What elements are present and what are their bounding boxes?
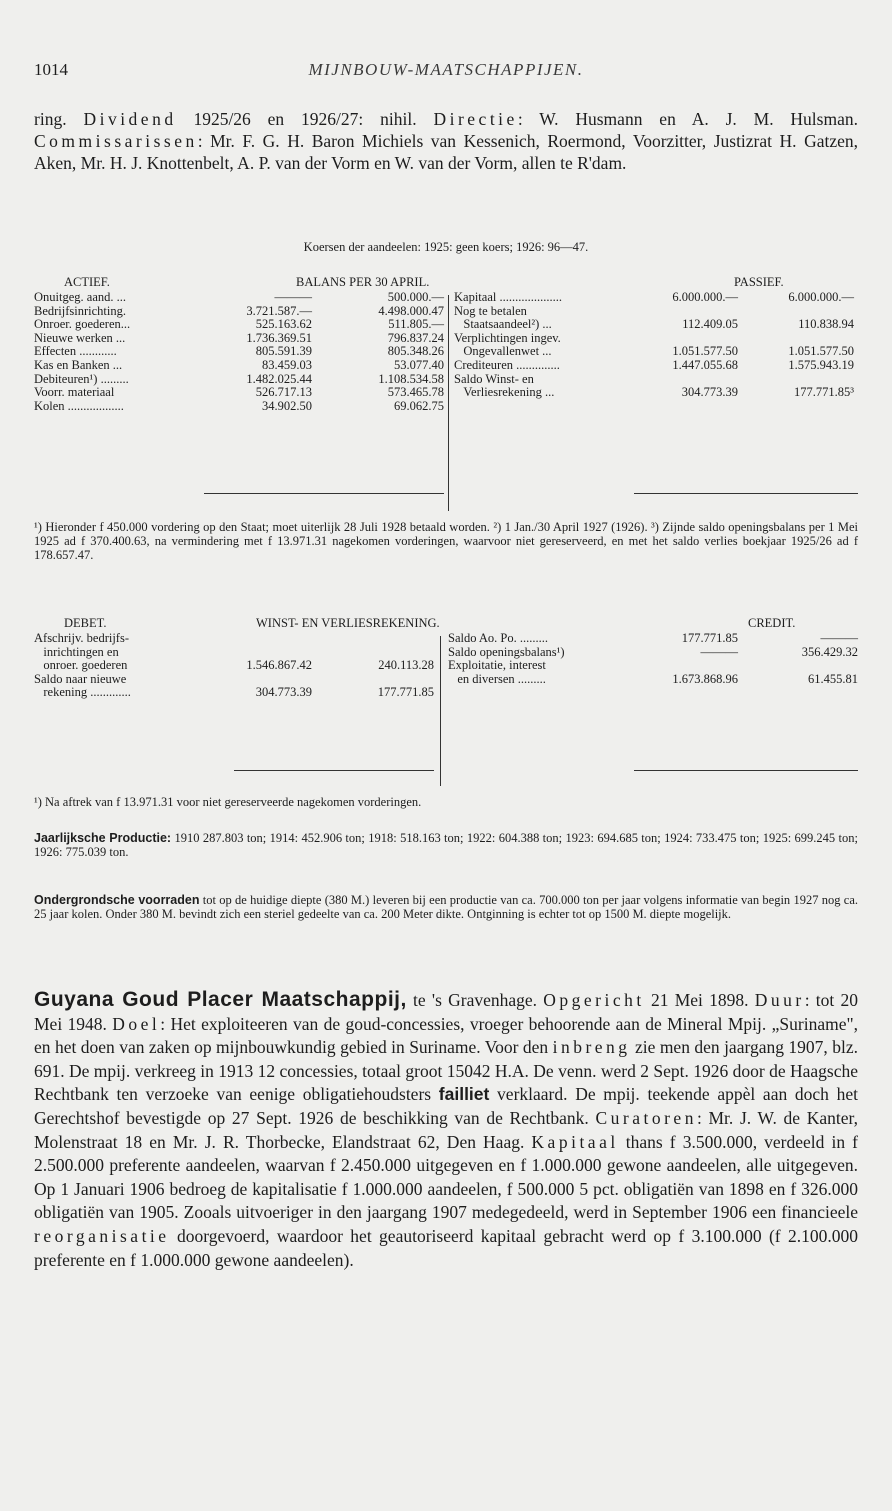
actief-row — [34, 400, 444, 414]
actief-value: 573.465.78 — [387, 385, 444, 400]
credit-value: ——— — [820, 631, 858, 645]
credit-table — [448, 632, 858, 712]
passief-value: 1.447.055.68 — [672, 357, 738, 372]
passief-value: 177.771.85³ — [794, 385, 854, 400]
credit-row — [448, 673, 858, 687]
passief-label: Crediteuren .............. — [454, 357, 560, 372]
passief-value: 112.409.05 — [682, 317, 738, 332]
actief-label: Kas en Banken ... — [34, 357, 123, 372]
credit-label: Saldo Ao. Po. ......... — [448, 631, 549, 645]
voorraden-paragraph: Ondergrondsche voorraden tot op de huidige diepte (380 M.) leveren bij een productie van ca. 700.000 ton per jaar volgens informatie van begin 1927 nog ca. 25 jaar kolen. Onder 380 M. bevindt zich een steriel gedeelte van ca. 200 Meter dikte. Ontginning is echter tot op 1500 M. diepte mogelijk. — [34, 893, 858, 922]
actief-row — [34, 305, 444, 319]
koersen-line: Koersen der aandeelen: 1925: geen koers; 1926: 96—47. — [303, 240, 589, 254]
actief-row — [34, 386, 444, 400]
passief-label: Ongevallenwet ... — [454, 344, 552, 359]
actief-value: ——— — [274, 290, 312, 304]
actief-title: ACTIEF. — [64, 275, 110, 289]
dividend-label: Dividend — [83, 109, 177, 129]
debet-row — [34, 646, 434, 660]
actief-row — [34, 345, 444, 359]
debet-title: DEBET. — [64, 616, 107, 630]
balans-title: BALANS PER 30 APRIL. — [296, 275, 430, 289]
credit-row — [448, 632, 858, 646]
credit-value: 1.673.868.96 — [672, 671, 738, 686]
actief-value: 69.062.75 — [394, 398, 444, 413]
credit-value: 61.455.81 — [808, 671, 858, 686]
debet-total-rule — [234, 770, 434, 771]
passief-value: 6.000.000.— — [788, 290, 854, 304]
debet-label: Saldo naar nieuwe — [34, 671, 127, 686]
credit-value: ——— — [700, 644, 738, 659]
profit-loss-account — [34, 616, 858, 796]
debet-table — [34, 632, 434, 712]
running-header — [34, 60, 858, 86]
actief-value: 526.717.13 — [255, 385, 312, 400]
profit-loss-footnote: ¹) Na aftrek van f 13.971.31 voor niet gereserveerde nagekomen vorderingen. — [34, 795, 422, 809]
passief-value: 1.051.577.50 — [672, 344, 738, 359]
actief-value: 805.591.39 — [255, 344, 312, 359]
debet-value: 240.113.28 — [378, 658, 434, 673]
balance-sheet — [34, 275, 858, 515]
debet-row — [34, 632, 434, 646]
passief-value: 110.838.94 — [798, 317, 854, 332]
credit-label: Saldo openingsbalans¹) — [448, 644, 565, 659]
debet-column — [34, 632, 434, 712]
passief-title: PASSIEF. — [734, 275, 784, 289]
debet-value — [312, 673, 434, 687]
actief-table — [34, 291, 444, 421]
passief-value — [738, 373, 854, 387]
actief-value: 511.805.— — [388, 317, 444, 332]
directie-label: Directie — [433, 109, 518, 129]
passief-row — [454, 359, 854, 373]
passief-value: 1.051.577.50 — [788, 344, 854, 359]
actief-row — [34, 332, 444, 346]
actief-value: 1.482.025.44 — [246, 371, 312, 386]
actief-value: 3.721.587.— — [246, 303, 312, 318]
actief-value: 83.459.03 — [262, 357, 312, 372]
passief-label: Kapitaal .................... — [454, 290, 562, 304]
profit-loss-titles — [34, 616, 858, 632]
balance-footnotes: ¹) Hieronder f 450.000 vordering op den Staat; moet uiterlijk 28 Juli 1928 betaald worden. ²) 1 Jan./30 April 1927 (1926). ³) Zijnde saldo openingsbalans per 1 Mei 1925 ad f 370.400.63, na vermindering met f 13.971.31 nagekomen vorderingen, waarvoor niet gereserveerd, en met het saldo verlies boekjaar 1925/26 ad f 178.657.47. — [34, 520, 858, 563]
passief-value — [634, 305, 738, 319]
credit-row — [448, 646, 858, 660]
passief-label: Saldo Winst- en — [454, 371, 534, 386]
actief-label: Effecten ............ — [34, 344, 117, 359]
passief-label: Nog te betalen — [454, 303, 527, 318]
actief-label: Debiteuren¹) ......... — [34, 371, 129, 386]
actief-label: Voorr. materiaal — [34, 385, 115, 400]
debet-value — [312, 632, 434, 646]
page-number: 1014 — [34, 60, 68, 79]
debet-label: inrichtingen en — [34, 644, 119, 659]
credit-title: CREDIT. — [748, 616, 796, 630]
credit-total-rule — [634, 770, 858, 771]
passief-value: 304.773.39 — [681, 385, 738, 400]
passief-value — [634, 332, 738, 346]
passief-row — [454, 305, 854, 319]
actief-value: 805.348.26 — [387, 344, 444, 359]
debet-row — [34, 659, 434, 673]
passief-value — [634, 373, 738, 387]
actief-value: 53.077.40 — [394, 357, 444, 372]
actief-column — [34, 291, 444, 421]
company-name: Guyana Goud Placer Maatschappij, — [34, 988, 407, 1011]
actief-value: 1.736.369.51 — [246, 330, 312, 345]
running-title: MIJNBOUW-MAATSCHAPPIJEN. — [308, 60, 584, 79]
debet-row — [34, 686, 434, 700]
debet-value: 177.771.85 — [377, 685, 434, 700]
passief-value — [738, 305, 854, 319]
credit-label: en diversen ......... — [448, 671, 546, 686]
voorraden-label: Ondergrondsche voorraden — [34, 893, 200, 907]
passief-total-rule — [634, 493, 858, 494]
passief-row — [454, 386, 854, 400]
debet-value: 304.773.39 — [255, 685, 312, 700]
actief-value: 796.837.24 — [387, 330, 444, 345]
actief-label: Nieuwe werken ... — [34, 330, 126, 345]
failliet-label: failliet — [438, 1084, 490, 1105]
productie-label: Jaarlijksche Productie: — [34, 831, 172, 845]
balance-titles — [34, 275, 858, 291]
balance-divider — [448, 295, 449, 511]
passief-row — [454, 291, 854, 305]
actief-row — [34, 318, 444, 332]
credit-value: 177.771.85 — [681, 631, 738, 645]
passief-label: Staatsaandeel²) ... — [454, 317, 552, 332]
credit-column — [448, 632, 858, 712]
actief-row — [34, 291, 444, 305]
passief-row — [454, 332, 854, 346]
actief-total-rule — [204, 493, 444, 494]
actief-label: Onuitgeg. aand. ... — [34, 290, 126, 304]
actief-value: 1.108.534.58 — [378, 371, 444, 386]
credit-row — [448, 659, 858, 673]
passief-value: 1.575.943.19 — [788, 357, 854, 372]
passief-label: Verplichtingen ingev. — [454, 330, 561, 345]
debet-value: 1.546.867.42 — [246, 658, 312, 673]
passief-label: Verliesrekening ... — [454, 385, 555, 400]
productie-paragraph: Jaarlijksche Productie: 1910 287.803 ton; 1914: 452.906 ton; 1918: 518.163 ton; 1922: 604.388 ton; 1923: 694.685 ton; 1924: 733.475 ton; 1925: 699.245 ton; 1926: 775.039 ton. — [34, 831, 858, 860]
actief-value: 34.902.50 — [262, 398, 312, 413]
passief-row — [454, 373, 854, 387]
debet-label: Afschrijv. bedrijfs- — [34, 631, 129, 645]
debet-label: onroer. goederen — [34, 658, 128, 673]
actief-value: 525.163.62 — [255, 317, 312, 332]
actief-label: Bedrijfsinrichting. — [34, 303, 126, 318]
debet-label: rekening ............. — [34, 685, 131, 700]
passief-row — [454, 318, 854, 332]
commissarissen-label: Commissarissen — [34, 131, 198, 151]
debet-row — [34, 673, 434, 687]
debet-value — [204, 632, 312, 646]
passief-value: 6.000.000.— — [672, 290, 738, 304]
debet-value — [312, 646, 434, 660]
credit-value — [738, 659, 858, 673]
debet-value — [204, 646, 312, 660]
passief-row — [454, 345, 854, 359]
actief-value: 4.498.000.47 — [378, 303, 444, 318]
passief-table — [454, 291, 854, 422]
passief-column — [454, 291, 858, 422]
credit-value — [638, 659, 738, 673]
credit-value: 356.429.32 — [801, 644, 858, 659]
profit-loss-divider — [440, 636, 441, 786]
intro-paragraph: ring. Dividend 1925/26 en 1926/27: nihil. Directie: W. Husmann en A. J. M. Hulsman. Commissarissen: Mr. F. G. H. Baron Michiels van Kessenich, Roermond, Voorzitter, Justizrat H. Gatzen, Aken, Mr. H. J. Knottenbelt, A. P. van der Vorm en W. van der Vorm, allen te R'dam. — [34, 109, 858, 173]
actief-label: Kolen .................. — [34, 398, 124, 413]
actief-value: 500.000.— — [387, 290, 444, 304]
guyana-paragraph: Guyana Goud Placer Maatschappij, te 's Gravenhage. Opgericht 21 Mei 1898. Duur: tot 20 Mei 1948. Doel: Het exploiteeren van de goud-concessies, vroeger behoorende aan de Mineral Mpij. „Suriname", en het doen van zaken op mijnbouwkundig gebied in Suriname. Voor den inbreng zie men den jaargang 1907, blz. 691. De mpij. verkreeg in 1913 12 concessies, totaal groot 15042 H.A. De venn. werd 2 Sept. 1926 door de Haagsche Rechtbank ten verzoeke van eenige obligatiehoudsters failliet verklaard. De mpij. teekende appèl aan doch het Gerechtshof bevestigde op 27 Sept. 1926 de beschikking van de Rechtbank. Curatoren: Mr. J. W. de Kanter, Molenstraat 18 en Mr. J. R. Thorbecke, Elandstraat 62, Den Haag. Kapitaal thans f 3.500.000, verdeeld in f 2.500.000 preferente aandeelen, waarvan f 2.450.000 uitgegeven en f 1.000.000 gewone aandeelen, alle uitgegeven. Op 1 Januari 1906 bedroeg de kapitalisatie f 1.000.000 aandeelen, f 500.000 5 pct. obligatiën van 1898 en f 326.000 obligatiën van 1905. Zooals uitvoeriger in den jaargang 1907 medegedeeld, werd in September 1906 een financieele reorganisatie doorgevoerd, waardoor het geautoriseerd kapitaal gebracht werd op f 3.100.000 (f 2.100.000 preferente en f 1.000.000 gewone aandeelen). — [34, 988, 858, 1270]
passief-value — [738, 332, 854, 346]
actief-row — [34, 359, 444, 373]
actief-row — [34, 373, 444, 387]
actief-label: Onroer. goederen... — [34, 317, 131, 332]
debet-value — [204, 673, 312, 687]
credit-label: Exploitatie, interest — [448, 658, 546, 673]
winst-verlies-title: WINST- EN VERLIESREKENING. — [256, 616, 440, 630]
